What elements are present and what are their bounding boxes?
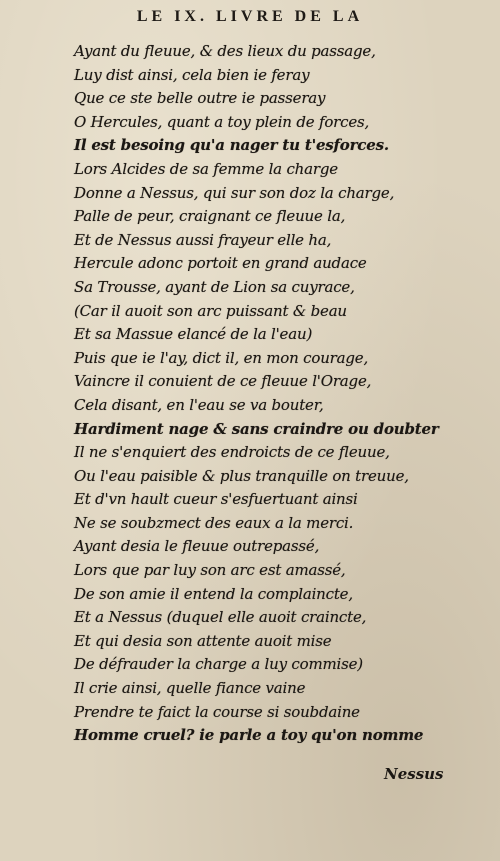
verse-line: Palle de peur, craignant ce fleuue la, (74, 207, 346, 226)
verse-line: Il ne s'enquiert des endroicts de ce fleuue, (74, 443, 390, 462)
verse-line: O Hercules, quant a toy plein de forces, (74, 112, 370, 131)
verse-line: Homme cruel? ie parle a toy qu'on nomme (74, 726, 424, 745)
verse-line: Hercule adonc portoit en grand audace (74, 254, 367, 273)
verse-line: Donne a Nessus, qui sur son doz la charge, (74, 183, 395, 202)
verse-line: De défrauder la charge a luy commise) (74, 655, 363, 674)
verse-line: Il crie ainsi, quelle fiance vaine (74, 679, 306, 698)
verse-line: Et a Nessus (duquel elle auoit craincte, (74, 608, 367, 627)
verse-line: Lors Alcides de sa femme la charge (74, 159, 338, 178)
verse-line: Et sa Massue elancé de la l'eau) (74, 325, 313, 344)
catchword: Nessus (384, 765, 444, 783)
verse-line: Et qui desia son attente auoit mise (74, 631, 332, 650)
verse-line: Ou l'eau paisible & plus tranquille on treuue, (74, 466, 409, 485)
verse-line: Lors que par luy son arc est amassé, (74, 561, 346, 580)
verse-line: Et d'vn hault cueur s'esfuertuant ainsi (74, 490, 358, 509)
verse-line: Ayant du fleuue, & des lieux du passage, (74, 42, 376, 60)
verse-line: Vaincre il conuient de ce fleuue l'Orage, (74, 372, 372, 391)
verse-line: Que ce ste belle outre ie passeray (74, 89, 326, 108)
verse-block (74, 40, 484, 748)
verse-line: Prendre te faict la course si soubdaine (74, 702, 360, 721)
running-head: LE IX. LIVRE DE LA (136, 8, 364, 25)
verse-line: Et de Nessus aussi frayeur elle ha, (74, 230, 332, 249)
verse-line: Ne se soubzmect des eaux a la merci. (74, 513, 354, 532)
verse-line: Puis que ie l'ay, dict il, en mon courage, (74, 348, 369, 367)
verse-line: Sa Trousse, ayant de Lion sa cuyrace, (74, 277, 355, 296)
verse-line: (Car il auoit son arc puissant & beau (74, 301, 347, 320)
verse-line: Ayant desia le fleuue outrepassé, (74, 537, 320, 556)
verse-line: Il est besoing qu'a nager tu t'esforces. (74, 136, 389, 155)
verse-line: Cela disant, en l'eau se va bouter, (74, 395, 324, 414)
verse-line: De son amie il entend la complaincte, (74, 584, 353, 603)
verse-line: Hardiment nage & sans craindre ou doubter (74, 419, 439, 438)
verse-line: Luy dist ainsi, cela bien ie feray (74, 65, 310, 84)
